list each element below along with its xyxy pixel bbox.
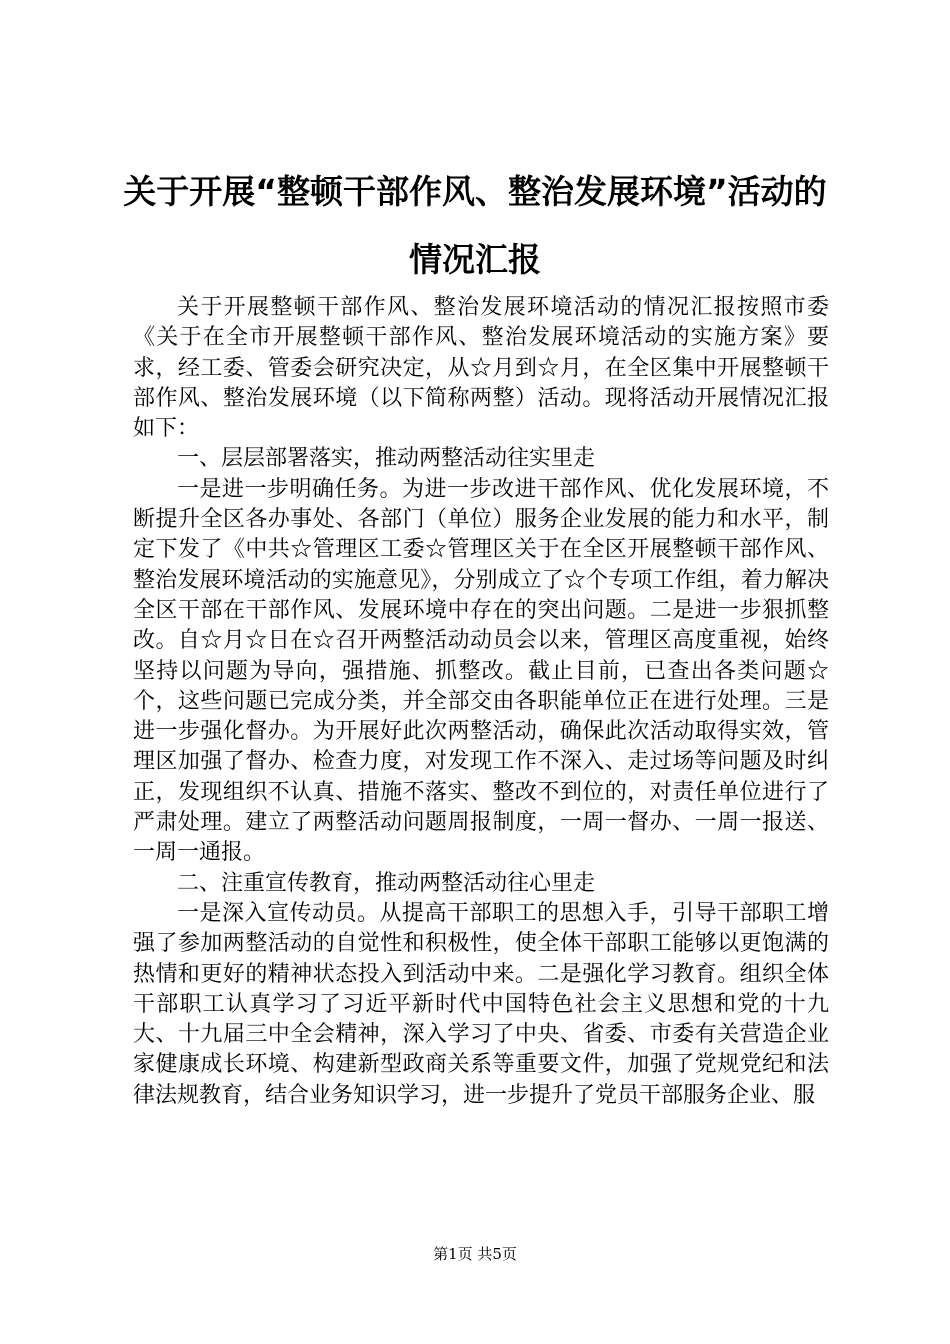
page-number: 第1页 共5页 xyxy=(433,1245,517,1263)
section-heading-1: 一、层层部署落实，推动两整活动往实里走 xyxy=(177,446,596,472)
section-heading-2: 二、注重宣传教育，推动两整活动往心里走 xyxy=(177,870,596,896)
paragraph-section-2: 一是深入宣传动员。从提高干部职工的思想入手，引导干部职工增强了参加两整活动的自觉性和积极性，使全体干部职工能够以更饱满的热情和更好的精神状态投入到活动中来。二是强化学习教育。组织全体干部职工认真学习了习近平新时代中国特色社会主义思想和党的十九大、十九届三中全会精神，深入学习了中央、省委、市委有关营造企业家健康成长环境、构建新型政商关系等重要文件，加强了党规党纪和法律法规教育，结合业务知识学习，进一步提升了党员干部服务企业、服 xyxy=(133,900,829,1108)
document-title: 关于开展“整顿干部作风、整治发展环境”活动的情况汇报 xyxy=(123,172,827,279)
paragraph-intro: 关于开展整顿干部作风、整治发展环境活动的情况汇报按照市委《关于在全市开展整顿干部作风、整治发展环境活动的实施方案》要求，经工委、管委会研究决定，从☆月到☆月，在全区集中开展整顿干部作风、整治发展环境（以下简称两整）活动。现将活动开展情况汇报如下： xyxy=(133,295,829,442)
document-body xyxy=(133,293,829,1111)
paragraph-section-1: 一是进一步明确任务。为进一步改进干部作风、优化发展环境，不断提升全区各办事处、各部门（单位）服务企业发展的能力和水平，制定下发了《中共☆管理区工委☆管理区关于在全区开展整顿干部作风、整治发展环境活动的实施意见》，分别成立了☆个专项工作组，着力解决全区干部在干部作风、发展环境中存在的突出问题。二是进一步狠抓整改。自☆月☆日在☆召开两整活动动员会以来，管理区高度重视，始终坚持以问题为导向，强措施、抓整改。截止目前，已查出各类问题☆个，这些问题已完成分类，并全部交由各职能单位正在进行处理。三是进一步强化督办。为开展好此次两整活动，确保此次活动取得实效，管理区加强了督办、检查力度，对发现工作不深入、走过场等问题及时纠正，发现组织不认真、措施不落实、整改不到位的，对责任单位进行了严肃处理。建立了两整活动问题周报制度，一周一督办、一周一报送、一周一通报。 xyxy=(133,476,829,866)
